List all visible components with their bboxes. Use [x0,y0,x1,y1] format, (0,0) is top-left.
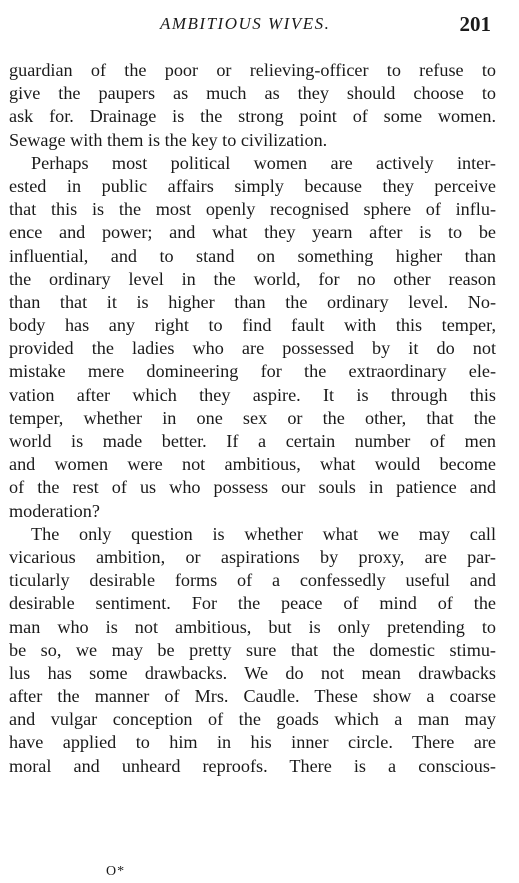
text-line: vicarious ambition, or aspirations by proxy, are par- [9,546,496,567]
text-line: vation after which they aspire. It is through this [9,384,496,405]
text-line: body has any right to find fault with this temper, [9,315,496,336]
text-line: guardian of the poor or relieving-officer to refuse to [9,60,496,80]
text-line: provided the ladies who are possessed by it do not [9,338,496,359]
text-line: man who is not ambitious, but is only pretending to [9,616,496,637]
text-line: and women were not ambitious, what would become [9,454,496,475]
text-line: Sewage with them is the key to civilization. [9,129,328,150]
page-number: 201 [459,12,491,36]
text-line: moderation? [9,500,100,521]
text-line: lus has some drawbacks. We do not mean drawbacks [9,662,496,683]
text-line: have applied to him in his inner circle. There are [9,732,496,753]
text-line: moral and unheard reproofs. There is a conscious- [9,755,496,776]
text-line: than that it is higher than the ordinary level. No- [9,291,496,312]
text-line: world is made better. If a certain number of men [9,431,496,451]
text-line: temper, whether in one sex or the other, that the [9,407,496,428]
text-line: be so, we may be pretty sure that the domestic stimu- [9,639,496,660]
text-line: give the paupers as much as they should choose to [9,83,496,104]
text-line: after the manner of Mrs. Caudle. These show a coarse [9,686,496,707]
text-line: ested in public affairs simply because they perceive [9,175,496,196]
running-title: AMBITIOUS WIVES. [160,14,331,33]
text-line: ence and power; and what they yearn after is to be [9,222,496,243]
text-line: the ordinary level in the world, for no other reason [9,268,496,289]
text-line: mistake mere domineering for the extraordinary ele- [9,361,496,382]
text-line: of the rest of us who possess our souls in patience and [9,477,496,498]
text-line: that this is the most openly recognised sphere of influ- [9,199,496,220]
text-line: influential, and to stand on something higher than [9,245,496,266]
text-line: ticularly desirable forms of a confessedly useful and [9,570,496,591]
text-line: desirable sentiment. For the peace of mind of the [9,593,496,614]
text-line: The only question is whether what we may call [31,523,496,544]
running-head [0,14,519,38]
text-line: Perhaps most political women are actively inter- [31,152,496,173]
body-text [9,59,496,778]
signature-mark: O* [106,864,126,879]
text-line: and vulgar conception of the goads which a man may [9,709,496,730]
text-line: ask for. Drainage is the strong point of some women. [9,106,496,127]
